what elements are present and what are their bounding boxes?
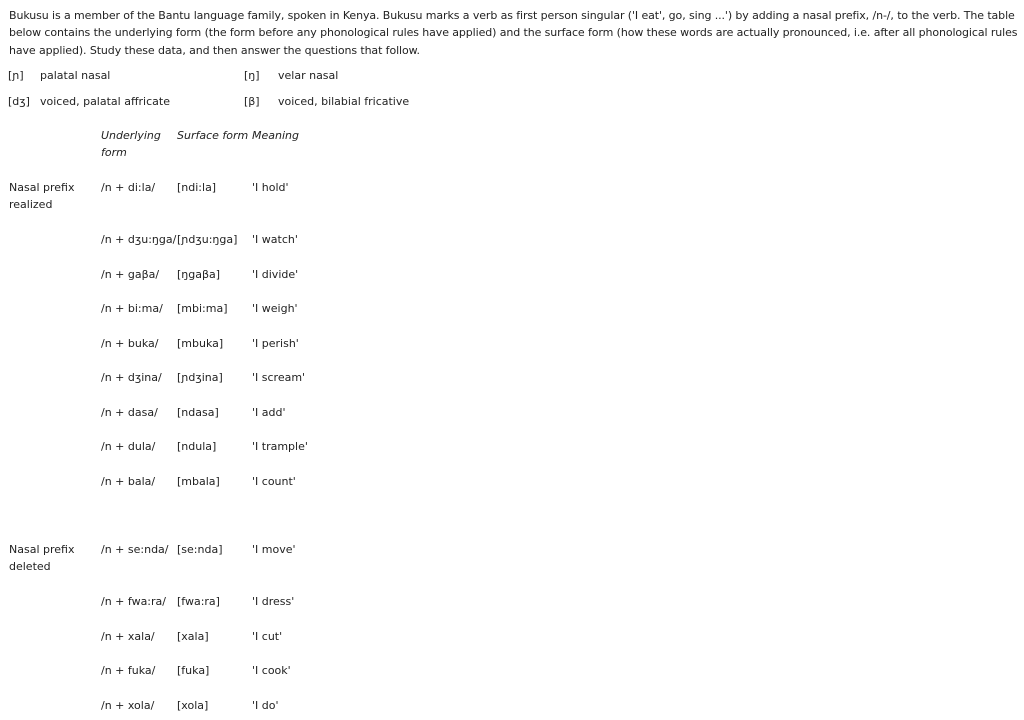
underlying-form-cell: /n + dula/ [101,440,156,453]
legend-description: voiced, bilabial fricative [278,95,410,108]
header-underlying-form: Underlying form [101,129,161,160]
surface-form-cell: [ndula] [177,440,217,453]
underlying-form-cell: /n + xala/ [101,630,155,643]
meaning-cell: 'I watch' [252,233,298,246]
meaning-cell: 'I cut' [252,630,283,643]
surface-form-cell: [ɲdʒina] [177,371,223,384]
meaning-cell: 'I do' [252,699,279,712]
surface-form-cell: [xala] [177,630,209,643]
surface-form-cell: [mbala] [177,475,220,488]
intro-paragraph: Bukusu is a member of the Bantu language family, spoken in Kenya. Bukusu marks a verb as first person singular ('I eat', go, sing ...') by adding a nasal prefix, /n-/, to the verb. The table below contains the underlying form (the form before any phonological rules have applied) and the surface form (how these words are actually pronounced, i.e. after all phonological rules have applied). Study these data, and then answer the questions that follow. [9,9,1018,57]
surface-form-cell: [fwa:ra] [177,595,220,608]
legend-description: palatal nasal [40,69,111,82]
header-surface-form: Surface form [177,129,249,142]
symbol-legend-row [8,67,908,84]
meaning-cell: 'I cook' [252,664,291,677]
legend-description: velar nasal [278,69,339,82]
meaning-cell: 'I trample' [252,440,308,453]
legend-symbol: [ŋ] [244,69,260,82]
surface-form-cell: [se:nda] [177,543,223,556]
legend-symbol: [dʒ] [8,95,30,108]
surface-form-cell: [mbi:ma] [177,302,228,315]
meaning-cell: 'I weigh' [252,302,298,315]
surface-form-cell: [ŋgaβa] [177,268,221,281]
legend-description: voiced, palatal affricate [40,95,170,108]
header-meaning: Meaning [252,129,299,142]
surface-form-cell: [fuka] [177,664,210,677]
meaning-cell: 'I divide' [252,268,299,281]
surface-form-cell: [mbuka] [177,337,224,350]
surface-form-cell: [ɲdʒu:ŋga] [177,233,238,246]
surface-form-cell: [xola] [177,699,209,712]
group-label-realized: Nasal prefix realized [9,181,75,212]
underlying-form-cell: /n + bi:ma/ [101,302,163,315]
legend-symbol: [β] [244,95,260,108]
underlying-form-cell: /n + gaβa/ [101,268,160,281]
underlying-form-cell: /n + dʒu:ŋga/ [101,233,177,246]
surface-form-cell: [ndi:la] [177,181,217,194]
meaning-cell: 'I count' [252,475,296,488]
meaning-cell: 'I perish' [252,337,299,350]
group-label-deleted: Nasal prefix deleted [9,543,75,574]
underlying-form-cell: /n + fwa:ra/ [101,595,166,608]
meaning-cell: 'I scream' [252,371,306,384]
meaning-cell: 'I add' [252,406,286,419]
underlying-form-cell: /n + dasa/ [101,406,158,419]
underlying-form-cell: /n + se:nda/ [101,543,169,556]
surface-form-cell: [ndasa] [177,406,219,419]
symbol-legend-row [8,93,908,110]
meaning-cell: 'I dress' [252,595,295,608]
underlying-form-cell: /n + bala/ [101,475,156,488]
meaning-cell: 'I hold' [252,181,289,194]
underlying-form-cell: /n + fuka/ [101,664,156,677]
legend-symbol: [ɲ] [8,69,24,82]
meaning-cell: 'I move' [252,543,296,556]
underlying-form-cell: /n + dʒina/ [101,371,162,384]
underlying-form-cell: /n + buka/ [101,337,159,350]
underlying-form-cell: /n + xola/ [101,699,155,712]
underlying-form-cell: /n + di:la/ [101,181,156,194]
